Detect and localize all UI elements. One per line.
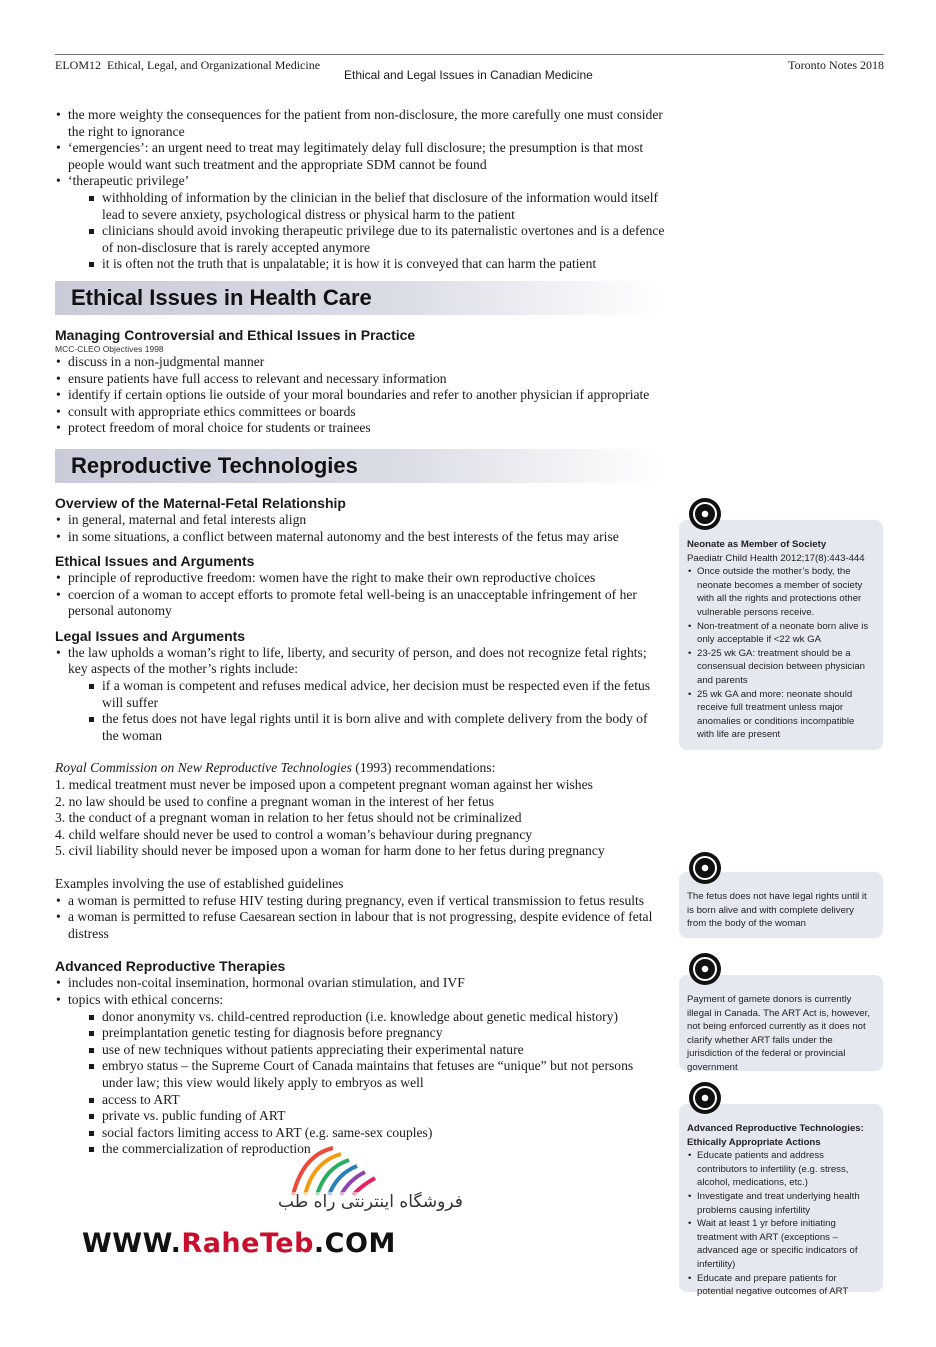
sidebar-box-art-actions xyxy=(679,1104,883,1298)
header-middle-title: Ethical and Legal Issues in Canadian Medicine xyxy=(344,68,593,82)
sub-list-item: access to ART xyxy=(81,1092,667,1109)
sidebar-text: The fetus does not have legal rights until it is born alive and with complete delivery from the body of the woman xyxy=(687,891,867,930)
list-item: • in general, maternal and fetal interests align xyxy=(55,512,667,529)
sub-list-item: private vs. public funding of ART xyxy=(81,1108,667,1125)
sidebar-item: • 25 wk GA and more: neonate should receive full treatment unless major anomalies or conditions incompatible with life are present xyxy=(687,688,874,742)
list-item: • ‘emergencies’: an urgent need to treat may legitimately delay full disclosure; the presumption is that most people would want such treatment and the appropriate SDM cannot be found xyxy=(55,140,667,173)
sub-list xyxy=(68,678,667,744)
examples-list xyxy=(55,893,667,943)
controversial-issues-list xyxy=(55,354,667,437)
sidebar-box-gamete-donors xyxy=(679,975,883,1071)
sub-list-item: withholding of information by the clinician in the belief that disclosure of the information would itself lead to severe anxiety, psychological distress or physical harm to the patient xyxy=(81,190,667,223)
list-item: • identify if certain options lie outside of your moral boundaries and refer to another physician if appropriate xyxy=(55,387,667,404)
sub-list-item: the commercialization of reproduction xyxy=(81,1141,667,1158)
key-point-icon xyxy=(689,953,721,985)
subsection-title: Overview of the Maternal-Fetal Relationship xyxy=(55,494,346,511)
watermark-persian-text: فروشگاه اینترنتی راه طب xyxy=(278,1192,463,1212)
watermark-logo-icon xyxy=(283,1140,393,1200)
sidebar-item: • Educate and prepare patients for potential negative outcomes of ART xyxy=(687,1272,874,1299)
list-item: • discuss in a non-judgmental manner xyxy=(55,354,667,371)
sidebar-item: • Investigate and treat underlying health problems causing infertility xyxy=(687,1190,874,1217)
list-item: • includes non-coital insemination, hormonal ovarian stimulation, and IVF xyxy=(55,975,667,992)
sub-list-item: the fetus does not have legal rights until it is born alive and with complete delivery from the body of the woman xyxy=(81,711,667,744)
list-item: • the more weighty the consequences for the patient from non-disclosure, the more carefully one must consider the right to ignorance xyxy=(55,107,667,140)
sub-list-item: it is often not the truth that is unpalatable; it is how it is conveyed that can harm the patient xyxy=(81,256,667,273)
commission-list xyxy=(55,777,667,860)
art-list xyxy=(55,975,667,1158)
key-point-icon xyxy=(689,1082,721,1114)
list-item: • ensure patients have full access to relevant and necessary information xyxy=(55,371,667,388)
sidebar-list xyxy=(687,565,874,742)
sub-list-item: embryo status – the Supreme Court of Canada maintains that fetuses are “unique” but not persons under law; this view would likely apply to embryos as well xyxy=(81,1058,667,1091)
sidebar-item: • Non-treatment of a neonate born alive is only acceptable if <22 wk GA xyxy=(687,620,874,647)
list-item: • protect freedom of moral choice for students or trainees xyxy=(55,420,667,437)
numbered-item: 1. medical treatment must never be imposed upon a competent pregnant woman against her wishes xyxy=(55,777,593,793)
list-item: • a woman is permitted to refuse HIV testing during pregnancy, even if vertical transmission to fetus results xyxy=(55,893,667,910)
numbered-item: 4. child welfare should never be used to control a woman’s behaviour during pregnancy xyxy=(55,826,533,842)
header-rule xyxy=(55,54,884,55)
header-right-title: Toronto Notes 2018 xyxy=(788,58,884,72)
list-item: • coercion of a woman to accept efforts to promote fetal well-being is an unacceptable infringement of her personal autonomy xyxy=(55,587,667,620)
sidebar-list xyxy=(687,1149,874,1299)
list-item: • a woman is permitted to refuse Caesarean section in labour that is not progressing, despite evidence of fetal distress xyxy=(55,909,667,942)
numbered-item: 5. civil liability should never be imposed upon a woman for harm done to her fetus during pregnancy xyxy=(55,843,605,859)
section-banner-ethical-issues xyxy=(55,281,661,315)
section-title: Reproductive Technologies xyxy=(71,452,358,478)
list-item-label: the law upholds a woman’s right to life, liberty, and security of person, and does not recognize fetal rights; key aspects of the mother’s rights include: xyxy=(68,644,647,677)
commission-title: Royal Commission on New Reproductive Technologies (1993) recommendations: xyxy=(55,760,496,776)
source-note: MCC-CLEO Objectives 1998 xyxy=(55,343,164,354)
sidebar-item: • 23-25 wk GA: treatment should be a consensual decision between physician and parents xyxy=(687,647,874,688)
key-point-icon xyxy=(689,852,721,884)
section-title: Ethical Issues in Health Care xyxy=(71,284,372,310)
sub-list-item: use of new techniques without patients appreciating their experimental nature xyxy=(81,1042,667,1059)
sub-list-item: clinicians should avoid invoking therapeutic privilege due to its paternalistic overtones and is a defence of non-disclosure that is rarely accepted anymore xyxy=(81,223,667,256)
legal-list xyxy=(55,645,667,745)
header-code: ELOM12 xyxy=(55,58,101,72)
subsection-title: Legal Issues and Arguments xyxy=(55,627,246,644)
sidebar-title: Neonate as Member of Society xyxy=(687,539,827,550)
sidebar-item: • Educate patients and address contributors to infertility (e.g. stress, alcohol, medications, etc.) xyxy=(687,1149,874,1190)
sub-list-item: if a woman is competent and refuses medical advice, her decision must be respected even if the fetus will suffer xyxy=(81,678,667,711)
main-column xyxy=(55,107,667,1158)
sidebar-title: Advanced Reproductive Technologies: Ethically Appropriate Actions xyxy=(687,1123,864,1148)
watermark-url: WWW.RaheTeb.COM xyxy=(82,1228,396,1259)
subsection-title: Managing Controversial and Ethical Issues in Practice xyxy=(55,326,416,343)
sub-list-item: donor anonymity vs. child-centred reproduction (i.e. knowledge about genetic medical history) xyxy=(81,1009,667,1026)
numbered-item: 2. no law should be used to confine a pregnant woman in the interest of her fetus xyxy=(55,793,495,809)
sidebar-box-neonate xyxy=(679,520,883,750)
overview-list xyxy=(55,512,667,545)
section-banner-reproductive xyxy=(55,449,661,483)
list-item xyxy=(55,645,667,745)
sub-list-item: preimplantation genetic testing for diagnosis before pregnancy xyxy=(81,1025,667,1042)
sub-list-item: social factors limiting access to ART (e.g. same-sex couples) xyxy=(81,1125,667,1142)
header-left xyxy=(55,58,320,73)
subsection-title: Ethical Issues and Arguments xyxy=(55,553,255,570)
list-item xyxy=(55,173,667,273)
sub-list xyxy=(68,1009,667,1158)
list-item-label: ‘therapeutic privilege’ xyxy=(68,173,190,189)
list-item: • principle of reproductive freedom: women have the right to make their own reproductive choices xyxy=(55,570,667,587)
sidebar-citation: Paediatr Child Health 2012;17(8):443-444 xyxy=(687,552,865,564)
examples-title: Examples involving the use of established guidelines xyxy=(55,876,344,891)
sub-list xyxy=(68,190,667,273)
list-item-label: topics with ethical concerns: xyxy=(68,991,224,1007)
key-point-icon xyxy=(689,498,721,530)
sidebar-item: • Once outside the mother’s body, the neonate becomes a member of society with all the rights and protections other vulnerable persons receive. xyxy=(687,565,874,619)
list-item xyxy=(55,992,667,1158)
sidebar-text: Payment of gamete donors is currently illegal in Canada. The ART Act is, however, not being enforced currently as it does not clarify whether ART falls under the jurisdiction of the federal or provincial government xyxy=(687,994,870,1073)
list-item: • in some situations, a conflict between maternal autonomy and the best interests of the fetus may arise xyxy=(55,529,667,546)
numbered-item: 3. the conduct of a pregnant woman in relation to her fetus should not be criminalized xyxy=(55,810,522,826)
subsection-title: Advanced Reproductive Therapies xyxy=(55,958,286,975)
header-left-title: Ethical, Legal, and Organizational Medicine xyxy=(107,58,321,72)
ethical-list xyxy=(55,570,667,620)
sidebar-item: • Wait at least 1 yr before initiating treatment with ART (exceptions – advanced age or specific indicators of infertility) xyxy=(687,1217,874,1271)
list-item: • consult with appropriate ethics committees or boards xyxy=(55,404,667,421)
top-list xyxy=(55,107,667,273)
